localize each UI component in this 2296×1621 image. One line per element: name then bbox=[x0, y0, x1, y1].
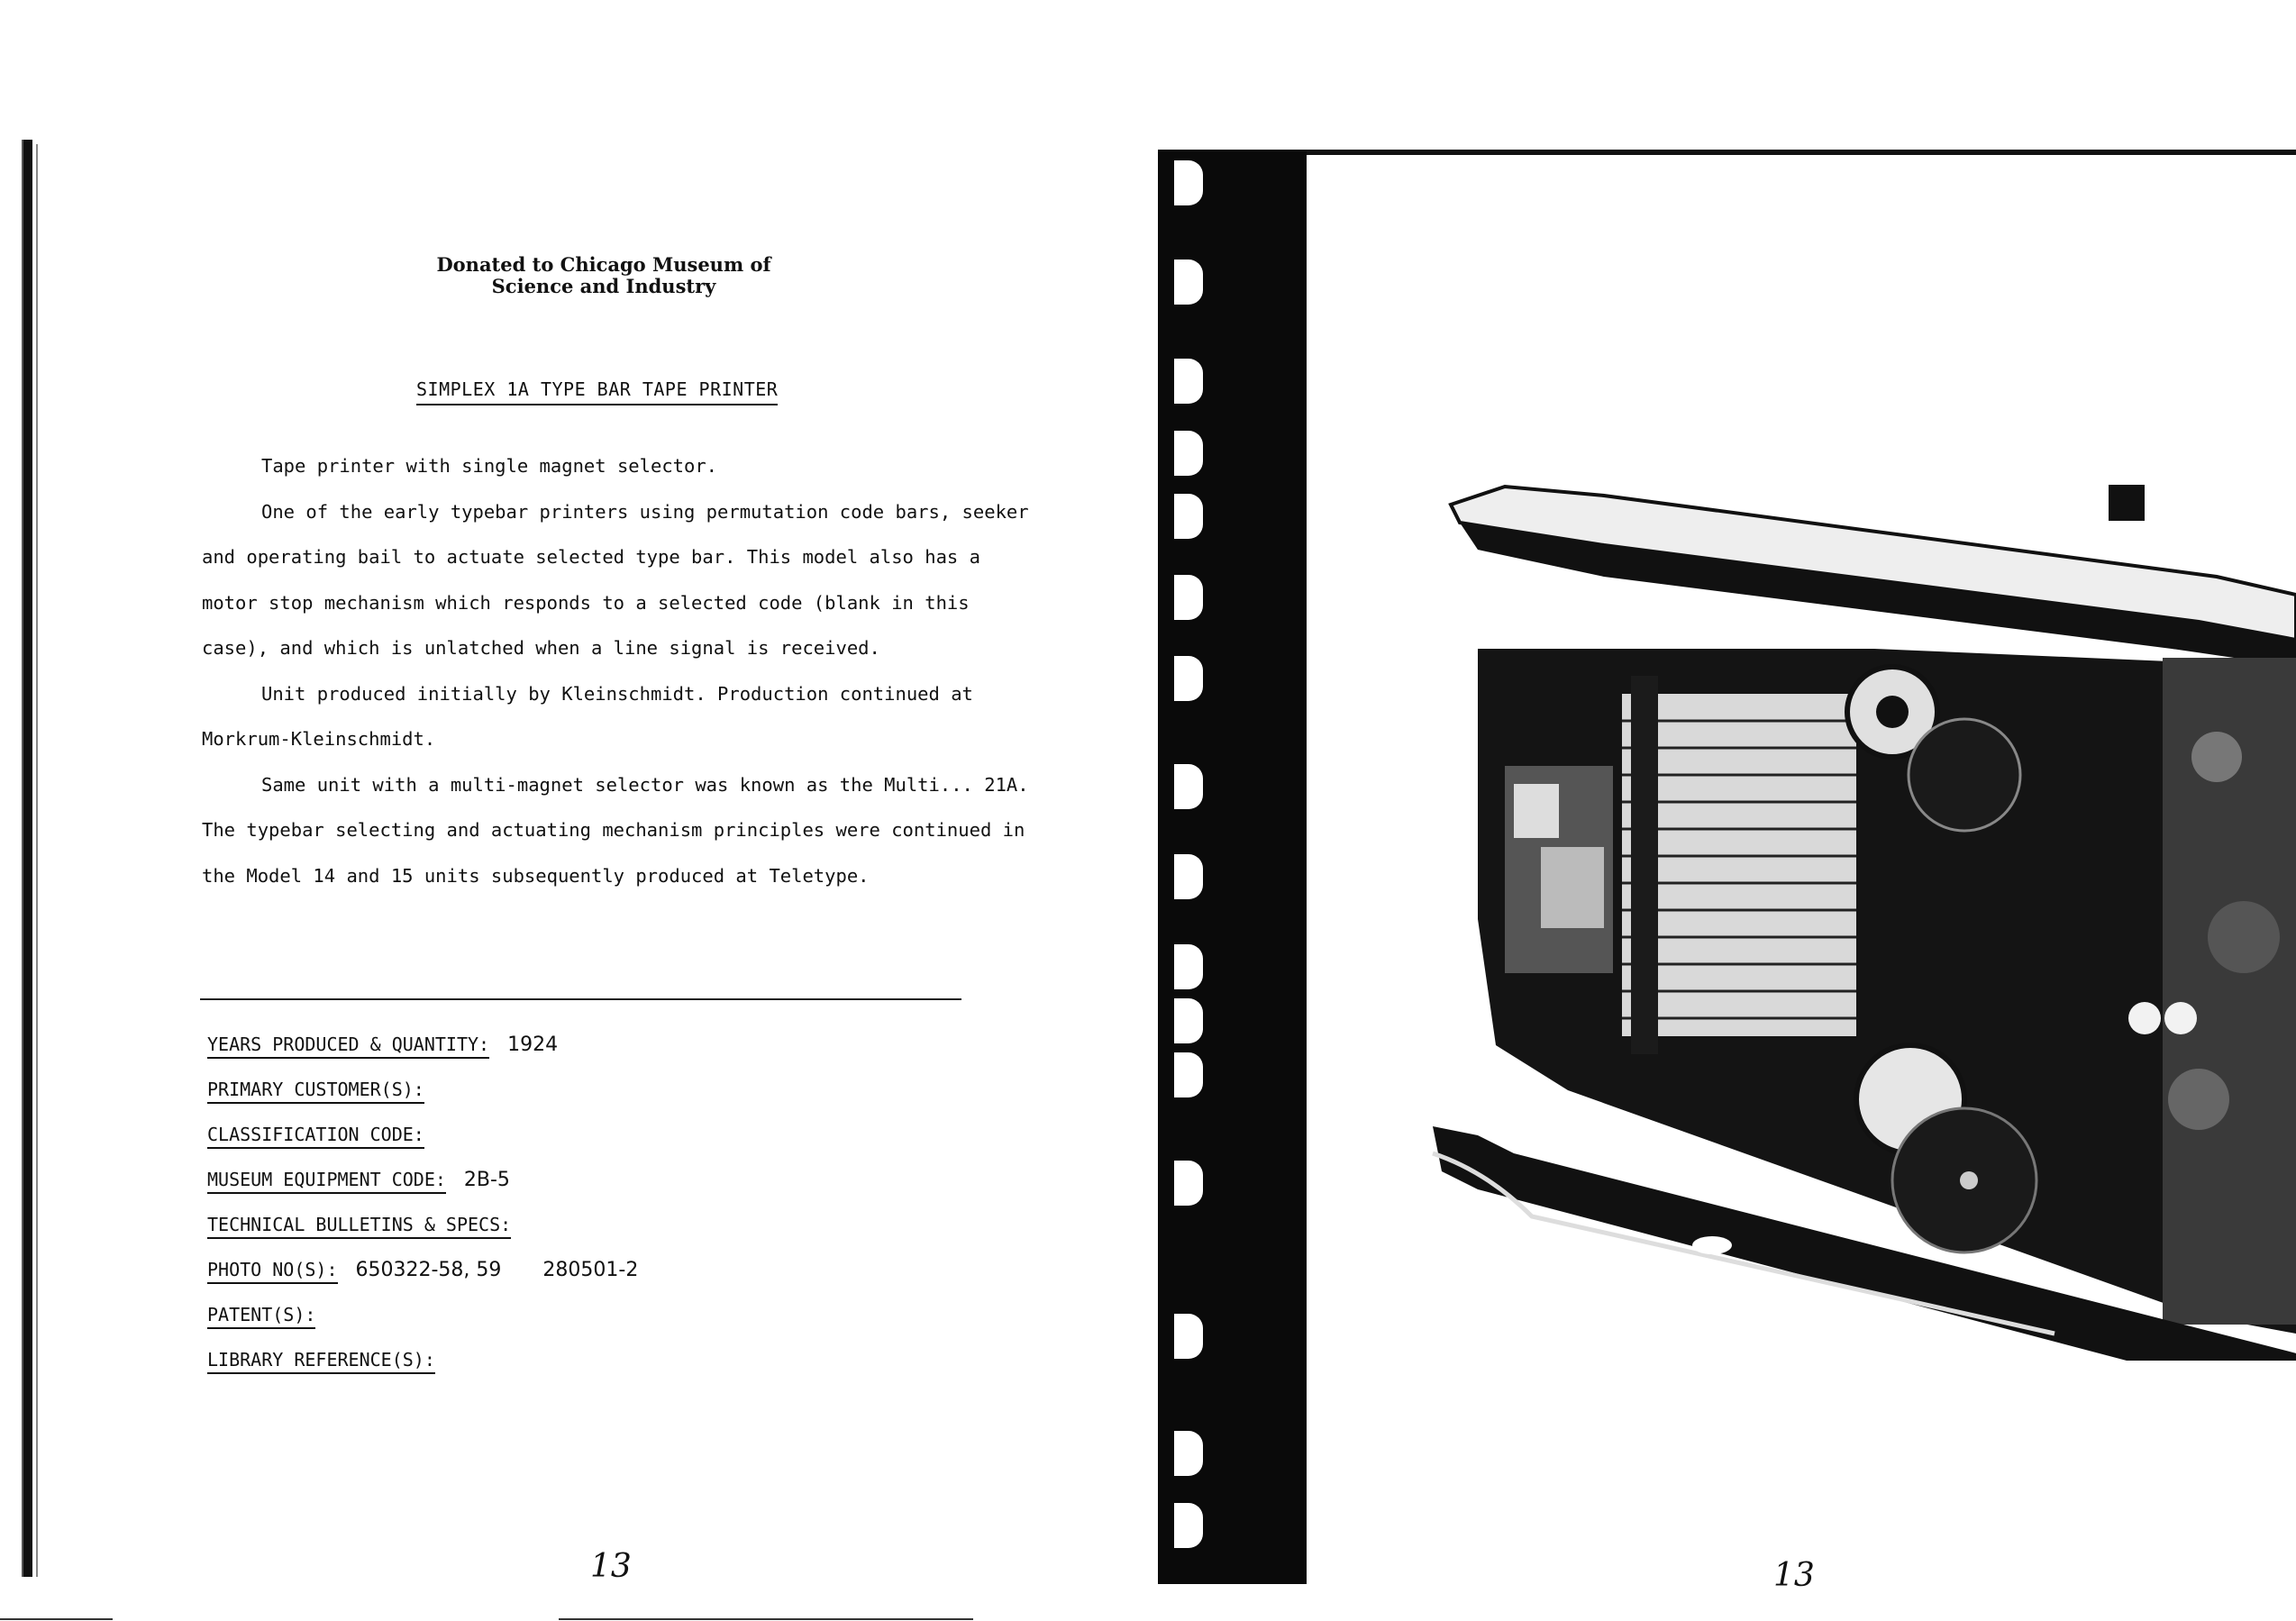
paragraph-4: Same unit with a multi-magnet selector was known as the Multi... 21A. The typebar selecting and actuating mechanism principles were continued in the Model 14 and 15 units subsequently produced at Teletype. bbox=[202, 773, 1029, 887]
field-primary-customer bbox=[207, 1079, 442, 1101]
field-photo-numbers bbox=[207, 1259, 638, 1281]
binding-edge bbox=[22, 140, 32, 1577]
field-value-secondary: 280501-2 bbox=[542, 1259, 639, 1281]
field-label: YEARS PRODUCED & QUANTITY: bbox=[207, 1034, 489, 1059]
field-value: 650322-58, 59 bbox=[355, 1259, 502, 1281]
paragraph-2: One of the early typebar printers using permutation code bars, seeker and operating bail to actuate selected type bar. This model also has a motor stop mechanism which responds to a selected code (blank in this case), and which is unlatched when a line signal is received. bbox=[202, 500, 1029, 659]
donation-note-line-2: Science and Industry bbox=[491, 275, 716, 297]
scan-edge-line bbox=[0, 1618, 113, 1620]
field-label: TECHNICAL BULLETINS & SPECS: bbox=[207, 1214, 511, 1239]
section-divider bbox=[200, 998, 961, 1000]
description-body bbox=[202, 443, 1031, 898]
binding-edge-line bbox=[36, 144, 38, 1577]
paragraph-1: Tape printer with single magnet selector. bbox=[261, 455, 718, 477]
field-label: PRIMARY CUSTOMER(S): bbox=[207, 1079, 424, 1104]
film-strip-edge bbox=[1158, 151, 1307, 1584]
scan-edge-line bbox=[559, 1618, 973, 1620]
donation-note bbox=[396, 254, 811, 297]
field-museum-equipment-code bbox=[207, 1169, 510, 1191]
left-page-number: 13 bbox=[590, 1548, 632, 1585]
field-library-reference bbox=[207, 1349, 453, 1371]
right-page-number: 13 bbox=[1773, 1557, 1815, 1594]
field-label: LIBRARY REFERENCE(S): bbox=[207, 1349, 435, 1374]
field-classification-code bbox=[207, 1124, 442, 1146]
field-value: 2B-5 bbox=[463, 1169, 510, 1191]
field-patents bbox=[207, 1304, 333, 1326]
printer-mechanism-photo bbox=[1424, 469, 2296, 1361]
donation-note-line-1: Donated to Chicago Museum of bbox=[436, 253, 771, 276]
page-top-border bbox=[1158, 150, 2296, 155]
field-years-produced bbox=[207, 1034, 558, 1056]
field-technical-bulletins bbox=[207, 1214, 529, 1236]
document-title: SIMPLEX 1A TYPE BAR TAPE PRINTER bbox=[416, 378, 778, 405]
field-label: PATENT(S): bbox=[207, 1304, 315, 1329]
field-label: PHOTO NO(S): bbox=[207, 1259, 338, 1284]
field-label: MUSEUM EQUIPMENT CODE: bbox=[207, 1169, 446, 1194]
field-label: CLASSIFICATION CODE: bbox=[207, 1124, 424, 1149]
field-value: 1924 bbox=[507, 1034, 559, 1056]
paragraph-3: Unit produced initially by Kleinschmidt. Production continued at Morkrum-Kleinschmidt. bbox=[202, 682, 973, 750]
